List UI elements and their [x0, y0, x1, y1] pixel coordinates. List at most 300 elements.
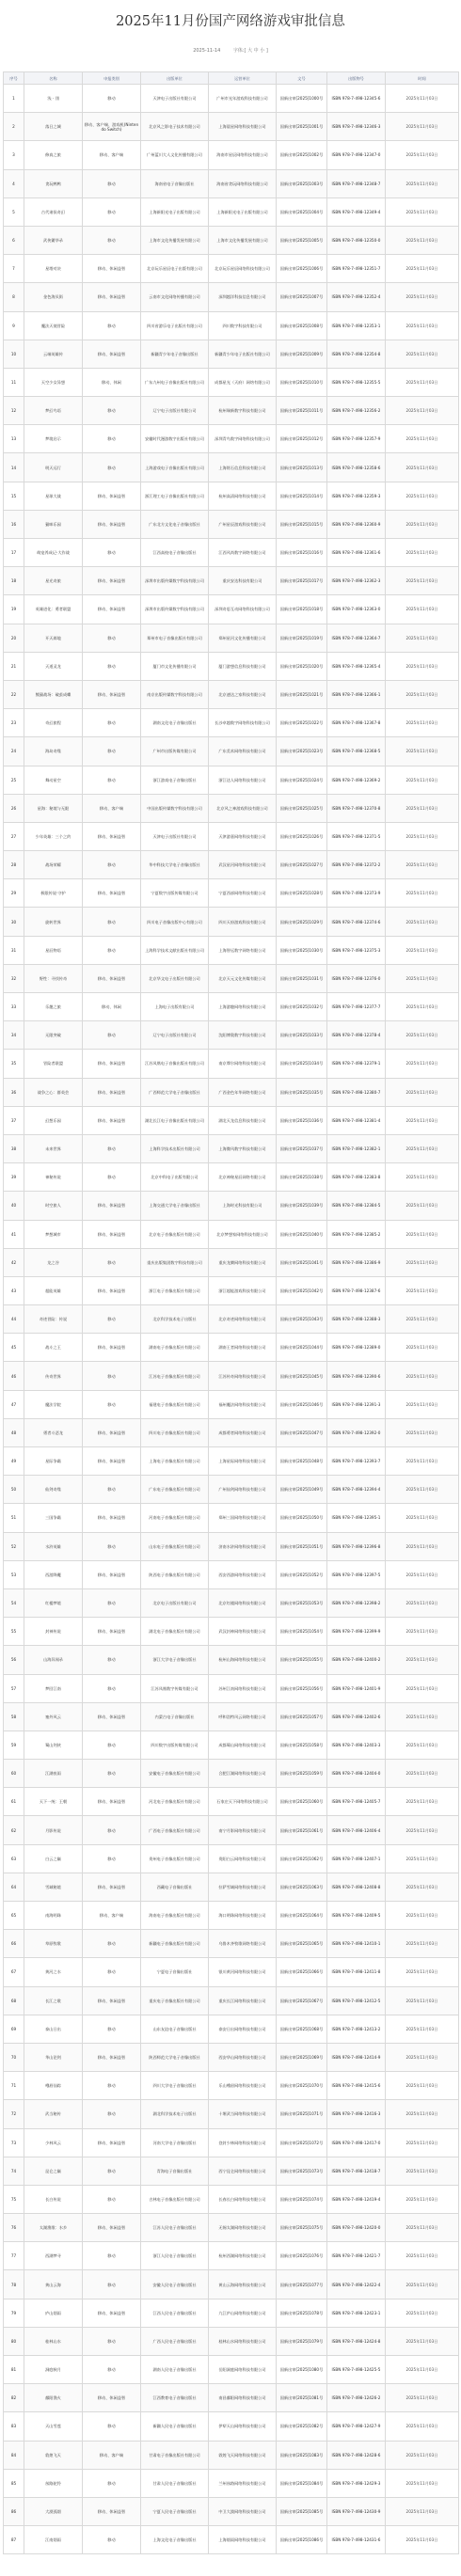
cell-name: 泰山日出 — [24, 2015, 83, 2043]
cell-index: 2 — [4, 113, 24, 141]
cell-category: 移动 — [83, 1816, 141, 1844]
cell-date: 2025年11月03日 — [386, 283, 459, 311]
cell-approval-number: 国新出审[2025]1023号 — [277, 737, 327, 766]
cell-isbn: ISBN 978-7-498-12430-9 — [327, 2497, 386, 2525]
cell-publisher: 江苏凤凰数字传媒有限公司 — [141, 1674, 209, 1702]
cell-date: 2025年11月03日 — [386, 1816, 459, 1844]
cell-publisher: 湖北长江电子音像出版社有限公司 — [141, 1106, 209, 1134]
cell-operator: 江苏传奇网络科技有限公司 — [209, 1362, 277, 1390]
cell-isbn: ISBN 978-7-498-12369-2 — [327, 766, 386, 794]
cell-isbn: ISBN 978-7-498-12416-3 — [327, 2100, 386, 2128]
cell-category: 移动、休闲益智 — [83, 964, 141, 992]
cell-operator: 杭州山海网络科技有限公司 — [209, 1646, 277, 1674]
cell-operator: 杭州瑞新数字科技有限公司 — [209, 397, 277, 425]
cell-approval-number: 国新出审[2025]1004号 — [277, 198, 327, 226]
cell-publisher: 四川电子音像出版社有限公司 — [141, 1418, 209, 1446]
cell-index: 57 — [4, 1674, 24, 1702]
cell-index: 39 — [4, 1163, 24, 1192]
cell-date: 2025年11月03日 — [386, 1106, 459, 1134]
cell-date: 2025年11月03日 — [386, 1447, 459, 1476]
cell-index: 16 — [4, 510, 24, 538]
cell-category: 移动、休闲益智 — [83, 510, 141, 538]
cell-category: 移动 — [83, 1930, 141, 1958]
cell-index: 77 — [4, 2242, 24, 2270]
table-row — [4, 2015, 459, 2043]
cell-operator: 无锡太湖网络科技有限公司 — [209, 2214, 277, 2242]
cell-approval-number: 国新出审[2025]1026号 — [277, 822, 327, 850]
cell-approval-number: 国新出审[2025]1074号 — [277, 2185, 327, 2213]
cell-publisher: 江苏电子音像出版社有限公司 — [141, 1362, 209, 1390]
header-approval-number: 文号 — [277, 72, 327, 85]
cell-category: 移动 — [83, 1476, 141, 1504]
table-header-row — [4, 72, 459, 85]
cell-index: 87 — [4, 2526, 24, 2554]
cell-publisher: 上海交通大学电子音像出版社 — [141, 1192, 209, 1220]
cell-name: 星光奇旅 — [24, 567, 83, 595]
cell-publisher: 重庆出版集团数字科技有限公司 — [141, 1248, 209, 1276]
cell-isbn: ISBN 978-7-498-12425-5 — [327, 2356, 386, 2384]
cell-category: 移动、休闲益智 — [83, 2299, 141, 2327]
cell-publisher: 广州市出版传媒有限公司 — [141, 737, 209, 766]
cell-category: 移动 — [83, 1134, 141, 1162]
cell-date: 2025年11月03日 — [386, 2270, 459, 2299]
cell-approval-number: 国新出审[2025]1030号 — [277, 936, 327, 964]
cell-isbn: ISBN 978-7-498-12370-8 — [327, 794, 386, 822]
table-row — [4, 2497, 459, 2525]
cell-isbn: ISBN 978-7-498-12431-6 — [327, 2526, 386, 2554]
table-row — [4, 2299, 459, 2327]
cell-isbn: ISBN 978-7-498-12354-8 — [327, 340, 386, 368]
cell-category: 移动、休闲益智 — [83, 283, 141, 311]
cell-operator: 南京摩尔网络科技有限公司 — [209, 1050, 277, 1078]
cell-publisher: 北京玩乐星辰电子出版有限公司 — [141, 255, 209, 283]
cell-category: 移动 — [83, 453, 141, 482]
table-row — [4, 1702, 459, 1731]
cell-index: 55 — [4, 1618, 24, 1646]
cell-name: 雪域秘境 — [24, 1873, 83, 1901]
cell-publisher: 陕西电子音像出版社有限公司 — [141, 1560, 209, 1588]
cell-approval-number: 国新出审[2025]1046号 — [277, 1390, 327, 1418]
cell-operator: 乌鲁木齐牧歌网络有限公司 — [209, 1930, 277, 1958]
cell-index: 54 — [4, 1588, 24, 1617]
table-row — [4, 908, 459, 936]
cell-operator: 上海晨星网络科技有限公司 — [209, 113, 277, 141]
cell-approval-number: 国新出审[2025]1052号 — [277, 1560, 327, 1588]
cell-category: 移动、休闲益智 — [83, 1788, 141, 1816]
cell-index: 40 — [4, 1192, 24, 1220]
cell-approval-number: 国新出审[2025]1078号 — [277, 2299, 327, 2327]
cell-approval-number: 国新出审[2025]1054号 — [277, 1618, 327, 1646]
cell-category: 移动 — [83, 1674, 141, 1702]
cell-approval-number: 国新出审[2025]1015号 — [277, 510, 327, 538]
cell-approval-number: 国新出审[2025]1061号 — [277, 1816, 327, 1844]
cell-date: 2025年11月03日 — [386, 113, 459, 141]
cell-category: 移动、休闲益智 — [83, 1418, 141, 1446]
cell-name: 洞庭秋月 — [24, 2356, 83, 2384]
cell-index: 64 — [4, 1873, 24, 1901]
cell-publisher: 浙江大学电子音像出版社 — [141, 1646, 209, 1674]
cell-operator: 沈阳博奥数字科技有限公司 — [209, 1021, 277, 1050]
cell-date: 2025年11月03日 — [386, 2356, 459, 2384]
cell-approval-number: 国新出审[2025]1076号 — [277, 2242, 327, 2270]
cell-isbn: ISBN 978-7-498-12366-1 — [327, 680, 386, 708]
cell-publisher: 广西师范大学电子音像出版社 — [141, 1078, 209, 1106]
cell-operator: 西安西游网络科技有限公司 — [209, 1560, 277, 1588]
cell-name: 海岛奇缘 — [24, 737, 83, 766]
cell-name: 西游降魔 — [24, 1560, 83, 1588]
cell-date: 2025年11月03日 — [386, 1476, 459, 1504]
table-row — [4, 680, 459, 708]
cell-name: 熊猫战场：破茧成蝶 — [24, 680, 83, 708]
cell-category: 移动、休闲益智 — [83, 595, 141, 624]
table-row — [4, 936, 459, 964]
table-row — [4, 1418, 459, 1446]
cell-name: 天下一统：王朝 — [24, 1788, 83, 1816]
cell-category: 移动 — [83, 624, 141, 652]
cell-operator: 北京梦想家网络科技有限公司 — [209, 1220, 277, 1248]
table-row — [4, 993, 459, 1021]
cell-name: 天空少女异想 — [24, 368, 83, 396]
cell-index: 44 — [4, 1305, 24, 1334]
cell-publisher: 四川数字出版传媒有限公司 — [141, 1731, 209, 1759]
cell-index: 43 — [4, 1276, 24, 1304]
cell-category: 移动 — [83, 2469, 141, 2497]
cell-publisher: 上海文化电子音像出版社 — [141, 2526, 209, 2554]
cell-category: 移动、休闲益智 — [83, 879, 141, 908]
cell-approval-number: 国新出审[2025]1084号 — [277, 2469, 327, 2497]
cell-approval-number: 国新出审[2025]1075号 — [277, 2214, 327, 2242]
table-row — [4, 539, 459, 567]
cell-approval-number: 国新出审[2025]1042号 — [277, 1276, 327, 1304]
cell-operator: 南昌鄱阳网络科技有限公司 — [209, 2384, 277, 2412]
cell-category: 移动 — [83, 2270, 141, 2299]
cell-operator: 上海市文化传播发展有限公司 — [209, 226, 277, 254]
cell-category: 移动、休闲益智 — [83, 340, 141, 368]
cell-category: 移动 — [83, 1958, 141, 1986]
cell-isbn: ISBN 978-7-498-12395-1 — [327, 1504, 386, 1532]
cell-publisher: 宁夏电子音像出版社 — [141, 1958, 209, 1986]
cell-date: 2025年11月03日 — [386, 539, 459, 567]
cell-date: 2025年11月03日 — [386, 2015, 459, 2043]
cell-index: 62 — [4, 1816, 24, 1844]
cell-index: 3 — [4, 141, 24, 169]
cell-name: 未来世界 — [24, 1134, 83, 1162]
cell-approval-number: 国新出审[2025]1062号 — [277, 1844, 327, 1873]
cell-category: 移动 — [83, 2526, 141, 2554]
cell-publisher: 山东电子音像出版社有限公司 — [141, 1532, 209, 1560]
cell-name: 贪玩鸭鸭 — [24, 169, 83, 198]
table-body — [4, 85, 459, 2554]
table-row — [4, 737, 459, 766]
cell-approval-number: 国新出审[2025]1003号 — [277, 169, 327, 198]
table-row — [4, 1532, 459, 1560]
table-row — [4, 1192, 459, 1220]
cell-name: 冒险者联盟 — [24, 1050, 83, 1078]
cell-operator: 西安华山网络科技有限公司 — [209, 2043, 277, 2071]
cell-index: 10 — [4, 340, 24, 368]
cell-isbn: ISBN 978-7-498-12402-6 — [327, 1702, 386, 1731]
cell-date: 2025年11月03日 — [386, 595, 459, 624]
cell-index: 19 — [4, 595, 24, 624]
cell-approval-number: 国新出审[2025]1036号 — [277, 1106, 327, 1134]
cell-isbn: ISBN 978-7-498-12393-7 — [327, 1447, 386, 1476]
cell-date: 2025年11月03日 — [386, 1760, 459, 1788]
cell-approval-number: 国新出审[2025]1038号 — [277, 1163, 327, 1192]
cell-name: 梦回江南 — [24, 1674, 83, 1702]
cell-isbn: ISBN 978-7-498-12362-3 — [327, 567, 386, 595]
cell-category: 移动 — [83, 851, 141, 879]
cell-publisher: 新疆电子音像出版社有限公司 — [141, 1930, 209, 1958]
cell-date: 2025年11月03日 — [386, 709, 459, 737]
cell-isbn: ISBN 978-7-498-12389-0 — [327, 1334, 386, 1362]
cell-operator: 厦门游想信息科技有限公司 — [209, 652, 277, 680]
cell-operator: 杭州西湖网络科技有限公司 — [209, 2242, 277, 2270]
cell-index: 6 — [4, 226, 24, 254]
cell-operator: 湖南王者网络科技有限公司 — [209, 1334, 277, 1362]
cell-isbn: ISBN 978-7-498-12414-9 — [327, 2043, 386, 2071]
cell-operator: 北京奇迹网络科技有限公司 — [209, 1305, 277, 1334]
cell-publisher: 浙江人民电子音像出版社 — [141, 2242, 209, 2270]
cell-operator: 济南水浒网络科技有限公司 — [209, 1532, 277, 1560]
table-row — [4, 1050, 459, 1078]
cell-name: 少年英雄：三个之约 — [24, 822, 83, 850]
cell-index: 11 — [4, 368, 24, 396]
cell-index: 9 — [4, 311, 24, 340]
cell-publisher: 江苏人民电子音像出版社 — [141, 2214, 209, 2242]
cell-index: 37 — [4, 1106, 24, 1134]
cell-category: 移动、休闲益智 — [83, 1873, 141, 1901]
cell-date: 2025年11月03日 — [386, 85, 459, 113]
cell-operator: 岳阳洞庭网络科技有限公司 — [209, 2356, 277, 2384]
cell-publisher: 厦门市文化传播有限公司 — [141, 652, 209, 680]
cell-name: 星辰物语 — [24, 936, 83, 964]
cell-date: 2025年11月03日 — [386, 2497, 459, 2525]
cell-approval-number: 国新出审[2025]1063号 — [277, 1873, 327, 1901]
cell-isbn: ISBN 978-7-498-12347-0 — [327, 141, 386, 169]
table-row — [4, 2412, 459, 2441]
cell-approval-number: 国新出审[2025]1079号 — [277, 2327, 327, 2355]
cell-index: 58 — [4, 1702, 24, 1731]
table-row — [4, 794, 459, 822]
cell-date: 2025年11月03日 — [386, 652, 459, 680]
cell-date: 2025年11月03日 — [386, 1731, 459, 1759]
cell-category: 移动、休闲益智 — [83, 2043, 141, 2071]
cell-date: 2025年11月03日 — [386, 851, 459, 879]
cell-name: 敦煌飞天 — [24, 2441, 83, 2469]
cell-operator: 成都蜀山网络科技有限公司 — [209, 1731, 277, 1759]
cell-name: 水浒英雄 — [24, 1532, 83, 1560]
table-row — [4, 340, 459, 368]
cell-date: 2025年11月03日 — [386, 2412, 459, 2441]
cell-isbn: ISBN 978-7-498-12367-8 — [327, 709, 386, 737]
cell-operator: 长沙卓越数字网络科技有限公司 — [209, 709, 277, 737]
cell-isbn: ISBN 978-7-498-12376-0 — [327, 964, 386, 992]
cell-index: 31 — [4, 936, 24, 964]
cell-publisher: 上海电子音像出版社有限公司 — [141, 1447, 209, 1476]
font-size-switcher[interactable]: 字体:[ 大 中 小 ] — [232, 48, 268, 54]
cell-publisher: 深圳市出版传媒数字科技有限公司 — [141, 595, 209, 624]
table-row — [4, 368, 459, 396]
cell-isbn: ISBN 978-7-498-12429-3 — [327, 2469, 386, 2497]
cell-operator: 上海微风数字科技有限公司 — [209, 1134, 277, 1162]
cell-date: 2025年11月03日 — [386, 2299, 459, 2327]
cell-category: 移动 — [83, 1362, 141, 1390]
cell-approval-number: 国新出审[2025]1000号 — [277, 85, 327, 113]
cell-isbn: ISBN 978-7-498-12358-6 — [327, 453, 386, 482]
cell-category: 移动 — [83, 2356, 141, 2384]
cell-index: 84 — [4, 2441, 24, 2469]
cell-date: 2025年11月03日 — [386, 1334, 459, 1362]
cell-date: 2025年11月03日 — [386, 1220, 459, 1248]
cell-publisher: 内蒙古电子音像出版社 — [141, 1702, 209, 1731]
cell-approval-number: 国新出审[2025]1006号 — [277, 255, 327, 283]
cell-operator: 成都勇者网络科技有限公司 — [209, 1418, 277, 1446]
cell-name: 魔法天使冒险 — [24, 311, 83, 340]
cell-index: 12 — [4, 397, 24, 425]
cell-name: 太湖渔歌：水乡 — [24, 2214, 83, 2242]
cell-date: 2025年11月03日 — [386, 368, 459, 396]
table-row — [4, 1248, 459, 1276]
cell-isbn: ISBN 978-7-498-12382-1 — [327, 1134, 386, 1162]
cell-index: 25 — [4, 766, 24, 794]
cell-index: 45 — [4, 1334, 24, 1362]
table-row — [4, 2327, 459, 2355]
cell-category: 移动、休闲 — [83, 993, 141, 1021]
cell-name: 开天辟地 — [24, 624, 83, 652]
cell-operator: 敦煌飞天网络科技有限公司 — [209, 2441, 277, 2469]
cell-operator: 浙江达人网络科技有限公司 — [209, 766, 277, 794]
cell-index: 21 — [4, 652, 24, 680]
cell-name: 武侠繁华录 — [24, 226, 83, 254]
cell-operator: 深圳奇思互动网络科技有限公司 — [209, 595, 277, 624]
cell-date: 2025年11月03日 — [386, 2185, 459, 2213]
table-row — [4, 1902, 459, 1930]
cell-index: 18 — [4, 567, 24, 595]
cell-approval-number: 国新出审[2025]1050号 — [277, 1504, 327, 1532]
cell-isbn: ISBN 978-7-498-12353-1 — [327, 311, 386, 340]
cell-operator: 上海烟雨网络科技有限公司 — [209, 2526, 277, 2554]
cell-name: 战争之心：群英会 — [24, 1078, 83, 1106]
publish-date: 2025-11-14 — [193, 48, 221, 54]
cell-date: 2025年11月03日 — [386, 2327, 459, 2355]
table-row — [4, 964, 459, 992]
cell-index: 49 — [4, 1447, 24, 1476]
table-row — [4, 1986, 459, 2015]
cell-date: 2025年11月03日 — [386, 1902, 459, 1930]
cell-isbn: ISBN 978-7-498-12407-1 — [327, 1844, 386, 1873]
cell-name: 奇迹冒险：传说 — [24, 1305, 83, 1334]
cell-publisher: 北京电子出版社有限公司 — [141, 1588, 209, 1617]
page-title: 2025年11月份国产网络游戏审批信息 — [116, 14, 345, 29]
cell-index: 51 — [4, 1504, 24, 1532]
cell-publisher: 广西人民电子音像出版社 — [141, 2327, 209, 2355]
cell-name: 丝路驼铃 — [24, 2469, 83, 2497]
cell-publisher: 上海游戏电子音像出版社有限公司 — [141, 453, 209, 482]
cell-isbn: ISBN 978-7-498-12356-2 — [327, 397, 386, 425]
table-row — [4, 879, 459, 908]
table-row — [4, 652, 459, 680]
cell-publisher: 天津电子出版社有限公司 — [141, 822, 209, 850]
cell-index: 71 — [4, 2072, 24, 2100]
cell-name: 勇者斗恶龙 — [24, 1418, 83, 1446]
cell-approval-number: 国新出审[2025]1009号 — [277, 340, 327, 368]
cell-operator: 广州星辰游戏科技有限公司 — [209, 510, 277, 538]
cell-isbn: ISBN 978-7-498-12398-2 — [327, 1588, 386, 1617]
cell-date: 2025年11月03日 — [386, 1702, 459, 1731]
cell-category: 移动 — [83, 1163, 141, 1192]
cell-approval-number: 国新出审[2025]1081号 — [277, 2384, 327, 2412]
table-row — [4, 1930, 459, 1958]
cell-category: 移动 — [83, 2100, 141, 2128]
cell-date: 2025年11月03日 — [386, 737, 459, 766]
cell-isbn: ISBN 978-7-498-12359-3 — [327, 482, 386, 510]
cell-index: 65 — [4, 1902, 24, 1930]
cell-name: 塞外风云 — [24, 1702, 83, 1731]
cell-name: 龙之谷 — [24, 1248, 83, 1276]
table-row — [4, 1588, 459, 1617]
cell-operator: 天津游嘉网络科技有限公司 — [209, 822, 277, 850]
cell-index: 69 — [4, 2015, 24, 2043]
cell-approval-number: 国新出审[2025]1059号 — [277, 1760, 327, 1788]
cell-approval-number: 国新出审[2025]1083号 — [277, 2441, 327, 2469]
table-row — [4, 1163, 459, 1192]
cell-name: 三国争霸 — [24, 1504, 83, 1532]
cell-operator: 拉萨雪域网络科技有限公司 — [209, 1873, 277, 1901]
cell-category: 移动 — [83, 425, 141, 453]
cell-isbn: ISBN 978-7-498-12412-5 — [327, 1986, 386, 2015]
cell-date: 2025年11月03日 — [386, 397, 459, 425]
cell-category: 移动 — [83, 766, 141, 794]
cell-name: 武当秘传 — [24, 2100, 83, 2128]
cell-name: 鄱阳渔火 — [24, 2384, 83, 2412]
cell-approval-number: 国新出审[2025]1041号 — [277, 1248, 327, 1276]
cell-isbn: ISBN 978-7-498-12426-2 — [327, 2384, 386, 2412]
cell-category: 移动、休闲益智 — [83, 2214, 141, 2242]
cell-isbn: ISBN 978-7-498-12373-9 — [327, 879, 386, 908]
cell-operator: 武汉封神网络科技有限公司 — [209, 1618, 277, 1646]
cell-isbn: ISBN 978-7-498-12348-7 — [327, 169, 386, 198]
cell-name: 桂林山水 — [24, 2327, 83, 2355]
cell-operator: 深圳越洋科技信息有限公司 — [209, 283, 277, 311]
cell-operator: 江西风尚数字网络有限公司 — [209, 539, 277, 567]
cell-category: 移动 — [83, 1760, 141, 1788]
cell-date: 2025年11月03日 — [386, 2242, 459, 2270]
table-row — [4, 851, 459, 879]
cell-name: 华山论剑 — [24, 2043, 83, 2071]
cell-publisher: 广东电子音像出版社有限公司 — [141, 1476, 209, 1504]
cell-approval-number: 国新出审[2025]1055号 — [277, 1646, 327, 1674]
cell-isbn: ISBN 978-7-498-12420-0 — [327, 2214, 386, 2242]
cell-isbn: ISBN 978-7-498-12375-3 — [327, 936, 386, 964]
cell-category: 移动、休闲 — [83, 368, 141, 396]
table-row — [4, 1873, 459, 1901]
cell-category: 移动 — [83, 2185, 141, 2213]
cell-isbn: ISBN 978-7-498-12427-9 — [327, 2412, 386, 2441]
cell-date: 2025年11月03日 — [386, 1163, 459, 1192]
cell-operator: 广西金色年华网络有限公司 — [209, 1078, 277, 1106]
cell-approval-number: 国新出审[2025]1067号 — [277, 1986, 327, 2015]
cell-isbn: ISBN 978-7-498-12383-8 — [327, 1163, 386, 1192]
cell-index: 86 — [4, 2497, 24, 2525]
cell-isbn: ISBN 978-7-498-12396-8 — [327, 1532, 386, 1560]
cell-operator: 兰州丝路网络科技有限公司 — [209, 2469, 277, 2497]
cell-index: 1 — [4, 85, 24, 113]
cell-approval-number: 国新出审[2025]1010号 — [277, 368, 327, 396]
cell-date: 2025年11月03日 — [386, 2526, 459, 2554]
table-row — [4, 397, 459, 425]
cell-date: 2025年11月03日 — [386, 1788, 459, 1816]
table-row — [4, 1106, 459, 1134]
